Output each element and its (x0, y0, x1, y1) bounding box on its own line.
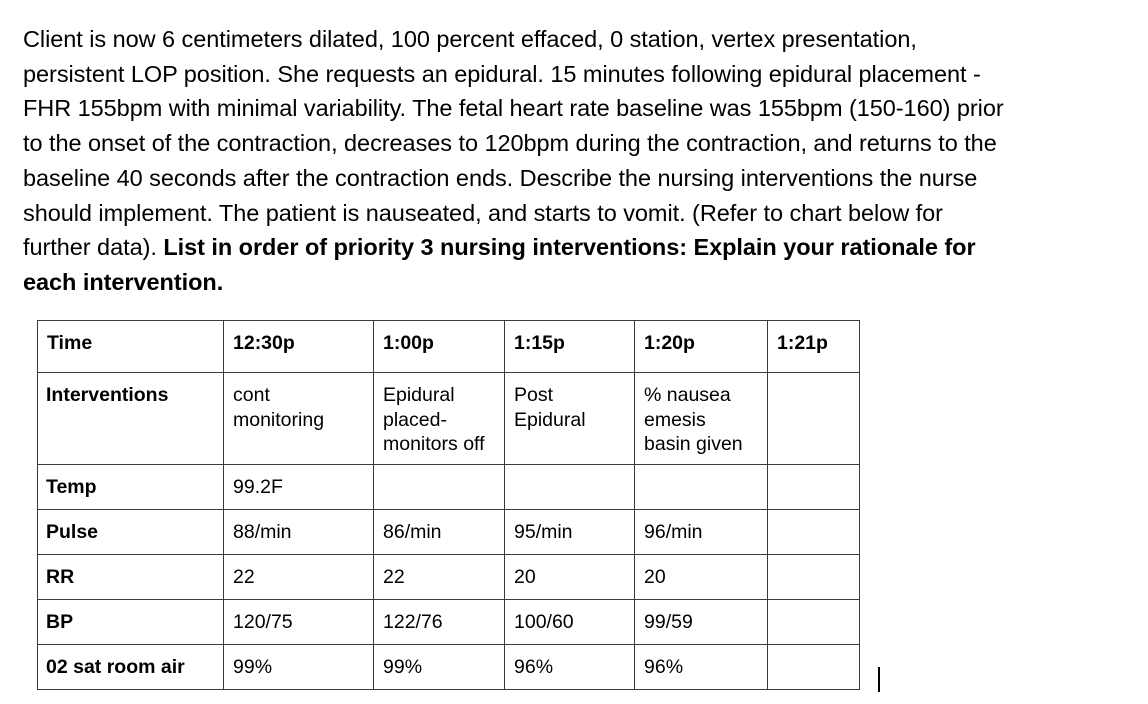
intervention-cell (635, 373, 768, 465)
intervention-line: placed- (383, 408, 447, 431)
value-cell: 99.2F (224, 465, 374, 510)
prompt-line: baseline 40 seconds after the contraction ends. Describe the nursing interventions the nurse (23, 164, 978, 191)
intervention-line: basin given (644, 433, 743, 455)
value-cell: 122/76 (374, 600, 505, 645)
row-label: Temp (38, 465, 224, 510)
row-label: BP (38, 600, 224, 645)
prompt-emphasis: List in order of priority 3 nursing interventions: Explain your rationale for (163, 234, 976, 261)
intervention-cell (374, 373, 505, 465)
prompt-line: Client is now 6 centimeters dilated, 100 percent effaced, 0 station, vertex presentation, (23, 26, 917, 52)
temp-row (38, 465, 860, 510)
intervention-line: Epidural (383, 384, 455, 406)
value-cell: 120/75 (224, 600, 374, 645)
time-header: Time (38, 321, 224, 373)
value-cell: 22 (224, 555, 374, 600)
value-cell (374, 465, 505, 510)
value-cell (768, 600, 860, 645)
intervention-line: emesis (644, 408, 706, 431)
prompt-text: further data). (23, 234, 164, 261)
interventions-label: Interventions (38, 373, 224, 465)
value-cell: 96/min (635, 510, 768, 555)
value-cell (768, 465, 860, 510)
value-cell (768, 555, 860, 600)
prompt-line: to the onset of the contraction, decreases to 120bpm during the contraction, and returns to the (23, 130, 997, 157)
value-cell (635, 465, 768, 510)
table-header-row (38, 321, 860, 373)
row-label: RR (38, 555, 224, 600)
prompt-line: persistent LOP position. She requests an epidural. 15 minutes following epidural placement - (23, 60, 981, 87)
text-cursor[interactable] (878, 667, 880, 692)
time-cell: 1:21p (768, 321, 860, 373)
intervention-line: Post (514, 384, 554, 406)
value-cell: 99% (374, 645, 505, 690)
value-cell (768, 510, 860, 555)
bp-row (38, 600, 860, 645)
question-prompt (23, 22, 1135, 300)
value-cell: 100/60 (505, 600, 635, 645)
vitals-table (37, 320, 860, 690)
value-cell: 22 (374, 555, 505, 600)
row-label: Pulse (38, 510, 224, 555)
row-label: 02 sat room air (38, 645, 224, 690)
value-cell: 99% (224, 645, 374, 690)
prompt-emphasis: each intervention. (23, 268, 224, 295)
intervention-cell (505, 373, 635, 465)
prompt-line (23, 230, 1135, 265)
o2-sat-row (38, 645, 860, 690)
value-cell (505, 465, 635, 510)
rr-row (38, 555, 860, 600)
value-cell: 95/min (505, 510, 635, 555)
interventions-row (38, 373, 860, 465)
intervention-line: Epidural (514, 408, 586, 431)
value-cell: 88/min (224, 510, 374, 555)
intervention-line: monitoring (233, 408, 325, 431)
prompt-line: should implement. The patient is nauseated, and starts to vomit. (Refer to chart below for (23, 199, 943, 226)
value-cell: 96% (635, 645, 768, 690)
intervention-cell (768, 373, 860, 465)
value-cell (768, 645, 860, 690)
value-cell: 20 (505, 555, 635, 600)
time-cell: 12:30p (224, 321, 374, 373)
value-cell: 20 (635, 555, 768, 600)
intervention-line: cont (233, 384, 270, 406)
value-cell: 96% (505, 645, 635, 690)
value-cell: 99/59 (635, 600, 768, 645)
intervention-cell (224, 373, 374, 465)
pulse-row (38, 510, 860, 555)
intervention-line: monitors off (383, 433, 485, 455)
intervention-line: % nausea (644, 384, 731, 406)
value-cell: 86/min (374, 510, 505, 555)
prompt-line (23, 265, 1135, 300)
prompt-line: FHR 155bpm with minimal variability. The fetal heart rate baseline was 155bpm (150-160) prior (23, 95, 1004, 122)
time-cell: 1:15p (505, 321, 635, 373)
time-cell: 1:20p (635, 321, 768, 373)
time-cell: 1:00p (374, 321, 505, 373)
